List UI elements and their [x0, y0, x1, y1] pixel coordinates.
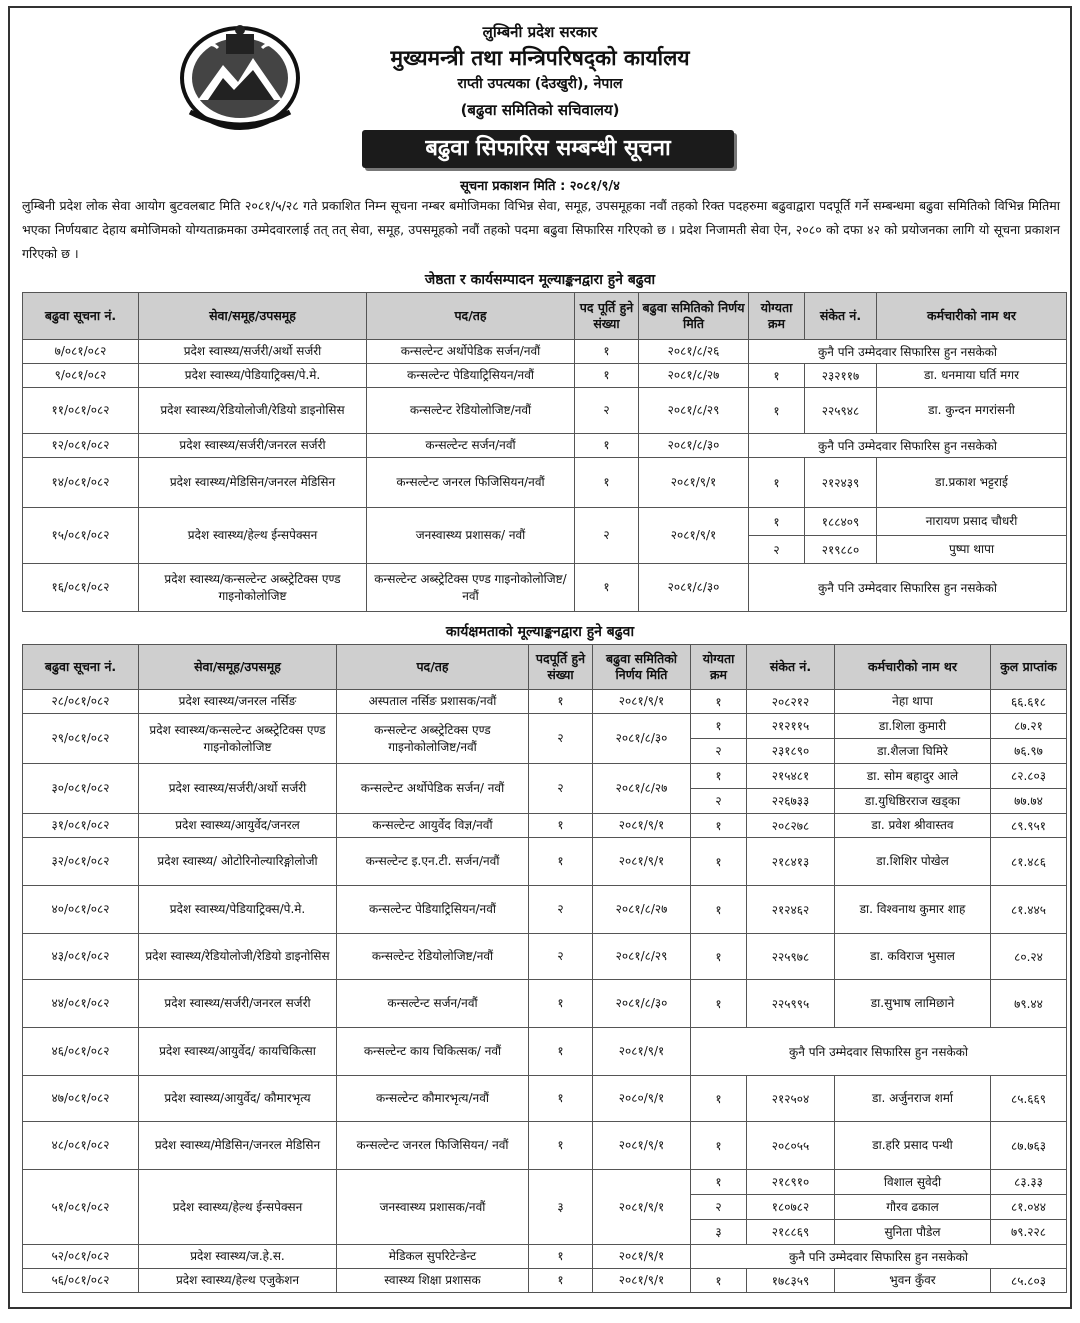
table-row: [23, 814, 1067, 838]
cell-rank: १: [691, 886, 747, 934]
cell-service: प्रदेश स्वास्थ्य/मेडिसिन/जनरल मेडिसिन: [139, 458, 367, 508]
no-recommendation-note: कुनै पनि उम्मेदवार सिफारिस हुन नसकेको: [749, 564, 1067, 612]
cell-seats: १: [529, 980, 593, 1028]
table-row: [23, 690, 1067, 714]
cell-post: अस्पताल नर्सिङ प्रशासक/नवौं: [337, 690, 529, 714]
cell-post: कन्सल्टेन्ट सर्जन/नवौं: [337, 980, 529, 1028]
cell-date: २०८१/९/१: [593, 1245, 691, 1269]
cell-notice: ५६/०८१/०८२: [23, 1269, 139, 1293]
cell-name: विशाल सुवेदी: [835, 1170, 991, 1195]
cell-notice: ७/०८१/०८२: [23, 340, 139, 364]
cell-date: २०८१/९/१: [639, 508, 749, 564]
cell-service: प्रदेश स्वास्थ्य/रेडियोलोजी/रेडियो डाइनोसिस: [139, 934, 337, 980]
cell-seats: १: [529, 814, 593, 838]
cell-notice: ९/०८१/०८२: [23, 364, 139, 388]
cell-service: प्रदेश स्वास्थ्य/आयुर्वेद/ कायचिकित्सा: [139, 1028, 337, 1076]
cell-name: डा. अर्जुनराज शर्मा: [835, 1076, 991, 1122]
cell-post: कन्सल्टेन्ट अब्स्ट्रेटिक्स एण्ड गाइनोकोलोजिष्ट/नवौं: [337, 714, 529, 764]
cell-symbol: २१८९१०: [747, 1170, 835, 1195]
cell-symbol: १८०७८२: [747, 1195, 835, 1220]
cell-name: डा.शैलजा घिमिरे: [835, 739, 991, 764]
cell-notice: ४८/०८१/०८२: [23, 1122, 139, 1170]
cell-symbol: २३१८९०: [747, 739, 835, 764]
cell-post: कन्सल्टेन्ट आयुर्वेद विज्ञ/नवौं: [337, 814, 529, 838]
cell-date: २०८१/८/३०: [593, 980, 691, 1028]
cell-score: ७७.७४: [991, 789, 1067, 814]
cell-rank: १: [749, 458, 805, 508]
cell-seats: १: [529, 1269, 593, 1293]
cell-name: डा. कविराज भुसाल: [835, 934, 991, 980]
table-row: [23, 1028, 1067, 1076]
table-row: [23, 1245, 1067, 1269]
publication-date: सूचना प्रकाशन मिति : २०८१/९/४: [460, 179, 620, 194]
cell-service: प्रदेश स्वास्थ्य/ ओटोरिनोल्यारिङ्गोलोजी: [139, 838, 337, 886]
cell-date: २०८१/९/१: [593, 1269, 691, 1293]
cell-rank: १: [691, 934, 747, 980]
cell-service: प्रदेश स्वास्थ्य/आयुर्वेद/जनरल: [139, 814, 337, 838]
cell-rank: १: [749, 364, 805, 388]
cell-score: ८५.६६९: [991, 1076, 1067, 1122]
cell-post: कन्सल्टेन्ट पेडियाट्रिसियन/नवौं: [367, 364, 575, 388]
table-row: [23, 458, 1067, 508]
cell-seats: १: [529, 690, 593, 714]
cell-notice: २८/०८१/०८२: [23, 690, 139, 714]
cell-rank: ३: [691, 1220, 747, 1245]
office-title: मुख्यमन्त्री तथा मन्त्रिपरिषद्को कार्यालय: [390, 46, 690, 70]
table-row: [23, 1076, 1067, 1122]
cell-seats: २: [575, 388, 639, 434]
cell-post: कन्सल्टेन्ट कौमारभृत्य/नवौं: [337, 1076, 529, 1122]
cell-symbol: २१५४८१: [747, 764, 835, 789]
cell-score: ८२.८०३: [991, 764, 1067, 789]
cell-post: कन्सल्टेन्ट अर्थोपेडिक सर्जन/ नवौं: [337, 764, 529, 814]
cell-post: कन्सल्टेन्ट अब्स्ट्रेटिक्स एण्ड गाइनोकोलोजिष्ट/नवौं: [367, 564, 575, 612]
cell-notice: ४३/०८१/०८२: [23, 934, 139, 980]
cell-post: कन्सल्टेन्ट पेडियाट्रिसियन/नवौं: [337, 886, 529, 934]
cell-seats: १: [529, 838, 593, 886]
cell-rank: २: [691, 789, 747, 814]
cell-symbol: २१२११५: [747, 714, 835, 739]
cell-symbol: २१२५०४: [747, 1076, 835, 1122]
cell-name: डा. धनमाया घर्ति मगर: [877, 364, 1067, 388]
cell-notice: ३०/०८१/०८२: [23, 764, 139, 814]
column-header: सेवा/समूह/उपसमूह: [139, 293, 367, 340]
cell-post: स्वास्थ्य शिक्षा प्रशासक: [337, 1269, 529, 1293]
cell-symbol: २०८०५५: [747, 1122, 835, 1170]
cell-score: ८०.२४: [991, 934, 1067, 980]
cell-notice: ४६/०८१/०८२: [23, 1028, 139, 1076]
cell-rank: १: [691, 1269, 747, 1293]
cell-service: प्रदेश स्वास्थ्य/रेडियोलोजी/रेडियो डाइनोसिस: [139, 388, 367, 434]
table-row: [23, 980, 1067, 1028]
table-row: [23, 764, 1067, 789]
cell-symbol: २२५९४८: [805, 388, 877, 434]
cell-name: डा.युधिष्ठिरराज खड्का: [835, 789, 991, 814]
cell-notice: ३१/०८१/०८२: [23, 814, 139, 838]
cell-date: २०८१/९/१: [639, 458, 749, 508]
cell-rank: १: [749, 508, 805, 536]
cell-symbol: १७८३५९: [747, 1269, 835, 1293]
cell-service: प्रदेश स्वास्थ्य/कन्सल्टेन्ट अब्स्ट्रेटिक्स एण्ड गाइनोकोलोजिष्ट: [139, 714, 337, 764]
cell-service: प्रदेश स्वास्थ्य/ज.हे.स.: [139, 1245, 337, 1269]
column-header: सेवा/समूह/उपसमूह: [139, 645, 337, 690]
cell-service: प्रदेश स्वास्थ्य/हेल्थ ईन्सपेक्सन: [139, 508, 367, 564]
cell-notice: ४०/०८१/०८२: [23, 886, 139, 934]
cell-post: कन्सल्टेन्ट जनरल फिजिसियन/ नवौं: [337, 1122, 529, 1170]
cell-score: ८१.४४५: [991, 886, 1067, 934]
cell-name: डा.शिला कुमारी: [835, 714, 991, 739]
cell-date: २०८१/८/२७: [593, 886, 691, 934]
cell-rank: २: [749, 536, 805, 564]
column-header: संकेत नं.: [805, 293, 877, 340]
column-header: कुल प्राप्तांक: [991, 645, 1067, 690]
cell-service: प्रदेश स्वास्थ्य/हेल्थ ईन्सपेक्सन: [139, 1170, 337, 1245]
intro-paragraph: लुम्बिनी प्रदेश लोक सेवा आयोग बुटवलबाट मिति २०८१/५/२८ गते प्रकाशित निम्न सूचना नम्बर बमोजिमका विभिन्न सेवा, समूह, उपसमूहका नवौं तहको रिक्त पदहरुमा बढुवाद्वारा पदपूर्ति गर्ने सम्बन्धमा बढुवा समितिको विभिन्न मितिमा भएका निर्णयबाट देहाय बमोजिमको योग्यताक्रमका उम्मेदवारलाई तत् तत् सेवा, समूह, उपसमूहको नवौं तहको पदमा बढुवा सिफारिस गरिएको छ । प्रदेश निजामती सेवा ऐन, २०८० को दफा ४२ को प्रयोजनका लागि यो सूचना प्रकाशन गरिएको छ ।: [22, 198, 1060, 261]
cell-name: नारायण प्रसाद चौधरी: [877, 508, 1067, 536]
table-row: [23, 934, 1067, 980]
cell-seats: १: [529, 1076, 593, 1122]
cell-rank: १: [691, 814, 747, 838]
cell-rank: १: [691, 1122, 747, 1170]
cell-notice: ३२/०८१/०८२: [23, 838, 139, 886]
cell-symbol: २०८२१२: [747, 690, 835, 714]
office-location: राप्ती उपत्यका (देउखुरी), नेपाल: [457, 76, 623, 92]
cell-score: ७९.४४: [991, 980, 1067, 1028]
cell-name: डा.हरि प्रसाद पन्थी: [835, 1122, 991, 1170]
cell-post: कन्सल्टेन्ट अर्थोपेडिक सर्जन/नवौं: [367, 340, 575, 364]
cell-score: ८७.२१: [991, 714, 1067, 739]
cell-rank: १: [691, 1076, 747, 1122]
cell-seats: २: [529, 934, 593, 980]
cell-symbol: २१२४६२: [747, 886, 835, 934]
column-header: संकेत नं.: [747, 645, 835, 690]
cell-name: डा.प्रकाश भट्टराई: [877, 458, 1067, 508]
table-row: [23, 434, 1067, 458]
column-header: पद/तह: [367, 293, 575, 340]
cell-date: २०८१/९/१: [593, 814, 691, 838]
cell-seats: १: [575, 364, 639, 388]
seniority-promotion-table: [22, 292, 1067, 612]
cell-symbol: २१८४१३: [747, 838, 835, 886]
cell-service: प्रदेश स्वास्थ्य/पेडियाट्रिक्स/पे.मे.: [139, 364, 367, 388]
cell-date: २०८१/८/२९: [593, 934, 691, 980]
table-row: [23, 714, 1067, 739]
section2-title: कार्यक्षमताको मूल्याङ्कनद्वारा हुने बढुवा: [445, 624, 635, 640]
govt-title: लुम्बिनी प्रदेश सरकार: [482, 23, 598, 41]
no-recommendation-note: कुनै पनि उम्मेदवार सिफारिस हुन नसकेको: [691, 1245, 1067, 1269]
column-header: कर्मचारीको नाम थर: [877, 293, 1067, 340]
cell-symbol: २१८८६९: [747, 1220, 835, 1245]
no-recommendation-note: कुनै पनि उम्मेदवार सिफारिस हुन नसकेको: [749, 340, 1067, 364]
cell-post: कन्सल्टेन्ट काय चिकित्सक/ नवौं: [337, 1028, 529, 1076]
column-header: बढुवा समितिको निर्णय मिति: [593, 645, 691, 690]
column-header: पद पूर्ति हुने संख्या: [575, 293, 639, 340]
cell-rank: १: [691, 764, 747, 789]
cell-seats: १: [575, 564, 639, 612]
cell-post: कन्सल्टेन्ट इ.एन.टी. सर्जन/नवौं: [337, 838, 529, 886]
cell-date: २०८०/९/१: [593, 1076, 691, 1122]
cell-date: २०८१/८/३०: [593, 714, 691, 764]
cell-notice: १२/०८१/०८२: [23, 434, 139, 458]
cell-service: प्रदेश स्वास्थ्य/सर्जरी/जनरल सर्जरी: [139, 434, 367, 458]
cell-name: पुष्पा थापा: [877, 536, 1067, 564]
cell-symbol: २२५९७८: [747, 934, 835, 980]
cell-rank: १: [749, 388, 805, 434]
cell-rank: १: [691, 1170, 747, 1195]
performance-promotion-table: [22, 644, 1067, 1293]
table-row: [23, 340, 1067, 364]
cell-name: डा.शिशिर पोखेल: [835, 838, 991, 886]
cell-symbol: २०८२७८: [747, 814, 835, 838]
table-row: [23, 1170, 1067, 1195]
cell-symbol: २१२४३९: [805, 458, 877, 508]
column-header: बढुवा सूचना नं.: [23, 293, 139, 340]
cell-rank: १: [691, 714, 747, 739]
cell-score: ८१.४८६: [991, 838, 1067, 886]
cell-rank: १: [691, 980, 747, 1028]
cell-date: २०८१/८/३०: [639, 434, 749, 458]
notice-title-banner: बढुवा सिफारिस सम्बन्धी सूचना: [362, 130, 734, 168]
cell-service: प्रदेश स्वास्थ्य/पेडियाट्रिक्स/पे.मे.: [139, 886, 337, 934]
cell-notice: २९/०८१/०८२: [23, 714, 139, 764]
cell-date: २०८१/८/२७: [593, 764, 691, 814]
column-header: योग्यता क्रम: [691, 645, 747, 690]
cell-notice: ५२/०८१/०८२: [23, 1245, 139, 1269]
cell-notice: १४/०८१/०८२: [23, 458, 139, 508]
cell-seats: २: [529, 886, 593, 934]
cell-symbol: २१९८८०: [805, 536, 877, 564]
cell-service: प्रदेश स्वास्थ्य/सर्जरी/जनरल सर्जरी: [139, 980, 337, 1028]
cell-service: प्रदेश स्वास्थ्य/हेल्थ एजुकेशन: [139, 1269, 337, 1293]
cell-seats: २: [575, 508, 639, 564]
secretariat-label: (बढुवा समितिको सचिवालय): [460, 101, 620, 119]
cell-name: डा.सुभाष लामिछाने: [835, 980, 991, 1028]
no-recommendation-note: कुनै पनि उम्मेदवार सिफारिस हुन नसकेको: [749, 434, 1067, 458]
cell-service: प्रदेश स्वास्थ्य/आयुर्वेद/ कौमारभृत्य: [139, 1076, 337, 1122]
cell-service: प्रदेश स्वास्थ्य/सर्जरी/अर्थो सर्जरी: [139, 764, 337, 814]
cell-score: ६६.६१८: [991, 690, 1067, 714]
cell-score: ८९.९५१: [991, 814, 1067, 838]
cell-service: प्रदेश स्वास्थ्य/सर्जरी/अर्थो सर्जरी: [139, 340, 367, 364]
cell-date: २०८१/९/१: [593, 1122, 691, 1170]
cell-notice: ११/०८१/०८२: [23, 388, 139, 434]
table-row: [23, 364, 1067, 388]
table-row: [23, 1122, 1067, 1170]
column-header: बढुवा सूचना नं.: [23, 645, 139, 690]
cell-symbol: २२५९९५: [747, 980, 835, 1028]
cell-name: सुनिता पौडेल: [835, 1220, 991, 1245]
cell-date: २०८१/९/१: [593, 1170, 691, 1245]
cell-date: २०८१/८/२७: [639, 364, 749, 388]
cell-symbol: २२६७३३: [747, 789, 835, 814]
cell-score: ८१.०४४: [991, 1195, 1067, 1220]
cell-date: २०८१/८/२९: [639, 388, 749, 434]
table-row: [23, 508, 1067, 536]
no-recommendation-note: कुनै पनि उम्मेदवार सिफारिस हुन नसकेको: [691, 1028, 1067, 1076]
cell-name: गौरव ढकाल: [835, 1195, 991, 1220]
notice-page: [8, 6, 1072, 1309]
cell-name: डा. प्रवेश श्रीवास्तव: [835, 814, 991, 838]
cell-date: २०८१/८/३०: [639, 564, 749, 612]
cell-rank: १: [691, 838, 747, 886]
cell-seats: १: [529, 1245, 593, 1269]
cell-date: २०८१/९/१: [593, 690, 691, 714]
cell-score: ८७.७६३: [991, 1122, 1067, 1170]
cell-seats: १: [575, 434, 639, 458]
cell-notice: ४७/०८१/०८२: [23, 1076, 139, 1122]
section1-title: जेष्ठता र कार्यसम्पादन मूल्याङ्कनद्वारा हुने बढुवा: [424, 272, 656, 288]
column-header: पद/तह: [337, 645, 529, 690]
cell-service: प्रदेश स्वास्थ्य/कन्सल्टेन्ट अब्स्ट्रेटिक्स एण्ड गाइनोकोलोजिष्ट: [139, 564, 367, 612]
cell-seats: १: [529, 1028, 593, 1076]
table-row: [23, 838, 1067, 886]
cell-post: जनस्वास्थ्य प्रशासक/ नवौं: [367, 508, 575, 564]
table-row: [23, 388, 1067, 434]
cell-name: नेहा थापा: [835, 690, 991, 714]
cell-score: ८५.८०३: [991, 1269, 1067, 1293]
table-row: [23, 1269, 1067, 1293]
column-header: योग्यता क्रम: [749, 293, 805, 340]
cell-seats: ३: [529, 1170, 593, 1245]
cell-seats: १: [529, 1122, 593, 1170]
cell-service: प्रदेश स्वास्थ्य/मेडिसिन/जनरल मेडिसिन: [139, 1122, 337, 1170]
cell-notice: ४४/०८१/०८२: [23, 980, 139, 1028]
cell-date: २०८१/९/१: [593, 838, 691, 886]
cell-post: मेडिकल सुपरिटेन्डेन्ट: [337, 1245, 529, 1269]
cell-date: २०८१/९/१: [593, 1028, 691, 1076]
cell-rank: १: [691, 690, 747, 714]
cell-score: ७६.९७: [991, 739, 1067, 764]
table-row: [23, 886, 1067, 934]
cell-seats: २: [529, 714, 593, 764]
cell-rank: २: [691, 1195, 747, 1220]
cell-notice: १६/०८१/०८२: [23, 564, 139, 612]
cell-symbol: १८८४०९: [805, 508, 877, 536]
cell-notice: ५१/०८१/०८२: [23, 1170, 139, 1245]
cell-notice: १५/०८१/०८२: [23, 508, 139, 564]
cell-service: प्रदेश स्वास्थ्य/जनरल नर्सिङ: [139, 690, 337, 714]
cell-post: कन्सल्टेन्ट जनरल फिजिसियन/नवौं: [367, 458, 575, 508]
cell-post: कन्सल्टेन्ट रेडियोलोजिष्ट/नवौं: [367, 388, 575, 434]
column-header: पदपूर्ति हुने संख्या: [529, 645, 593, 690]
cell-name: भुवन कुँवर: [835, 1269, 991, 1293]
cell-score: ८३.३३: [991, 1170, 1067, 1195]
cell-seats: २: [529, 764, 593, 814]
cell-symbol: २३२११७: [805, 364, 877, 388]
cell-post: कन्सल्टेन्ट सर्जन/नवौं: [367, 434, 575, 458]
cell-score: ७९.२२८: [991, 1220, 1067, 1245]
column-header: कर्मचारीको नाम थर: [835, 645, 991, 690]
table-row: [23, 564, 1067, 612]
cell-post: कन्सल्टेन्ट रेडियोलोजिष्ट/नवौं: [337, 934, 529, 980]
cell-name: डा. सोम बहादुर आले: [835, 764, 991, 789]
cell-post: जनस्वास्थ्य प्रशासक/नवौं: [337, 1170, 529, 1245]
cell-seats: १: [575, 340, 639, 364]
column-header: बढुवा समितिको निर्णय मिति: [639, 293, 749, 340]
cell-name: डा. कुन्दन मगरांसनी: [877, 388, 1067, 434]
cell-name: डा. विश्वनाथ कुमार शाह: [835, 886, 991, 934]
cell-date: २०८१/८/२६: [639, 340, 749, 364]
cell-seats: १: [575, 458, 639, 508]
cell-rank: २: [691, 739, 747, 764]
